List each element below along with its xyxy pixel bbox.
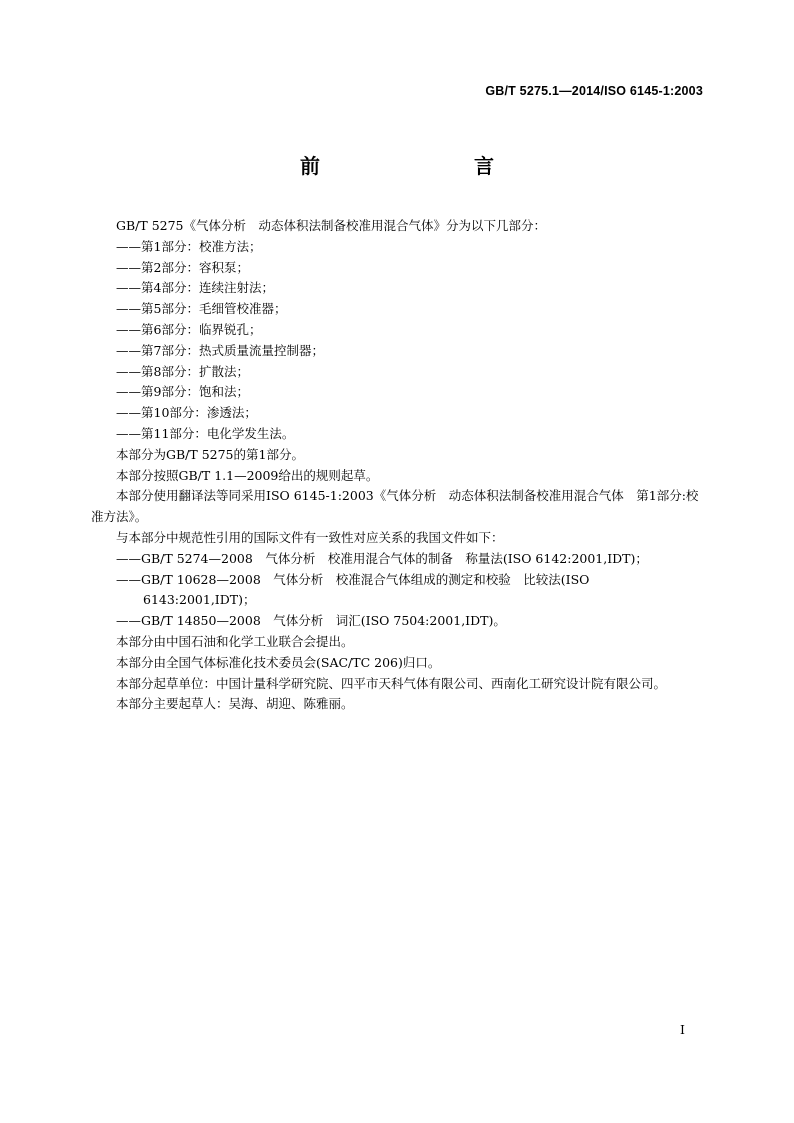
translation-paragraph: 本部分使用翻译法等同采用ISO 6145-1:2003《气体分析 动态体积法制备校准用混合气体 第1部分:校准方法》。 [91, 488, 699, 525]
drafters-paragraph: 本部分主要起草人：吴海、胡迎、陈雅丽。 [116, 696, 354, 712]
parts-list-item: ——第10部分：渗透法； [116, 405, 257, 421]
parts-list-item: ——第7部分：热式质量流量控制器； [116, 342, 324, 358]
proposed-by-paragraph: 本部分由中国石油和化学工业联合会提出。 [116, 633, 354, 649]
consistency-paragraph: 与本部分中规范性引用的国际文件有一致性对应关系的我国文件如下： [116, 529, 504, 545]
parts-list-item: ——第1部分：校准方法； [116, 238, 262, 254]
reference-list [91, 549, 705, 632]
foreword-body [91, 216, 705, 715]
intro-paragraph: GB/T 5275《气体分析 动态体积法制备校准用混合气体》分为以下几部分： [116, 218, 547, 233]
reference-list-item: ——GB/T 5274—2008 气体分析 校准用混合气体的制备 称量法(ISO 6142:2001,IDT)； [116, 550, 648, 566]
page-number: I [680, 1022, 685, 1037]
standard-code-header: GB/T 5275.1—2014/ISO 6145-1:2003 [485, 84, 703, 98]
drafting-units-paragraph: 本部分起草单位：中国计量科学研究院、四平市天科气体有限公司、西南化工研究设计院有限公司。 [116, 675, 667, 691]
parts-list-item: ——第9部分：饱和法； [116, 384, 249, 400]
reference-list-item: ——GB/T 14850—2008 气体分析 词汇(ISO 7504:2001,IDT)。 [116, 613, 506, 629]
part-statement-paragraph: 本部分为GB/T 5275的第1部分。 [116, 446, 304, 462]
centralized-by-paragraph: 本部分由全国气体标准化技术委员会(SAC/TC 206)归口。 [116, 654, 441, 670]
parts-list-item: ——第2部分：容积泵； [116, 259, 249, 275]
parts-list-item: ——第11部分：电化学发生法。 [116, 425, 295, 441]
page-title: 前 言 [300, 154, 532, 178]
parts-list-item: ——第8部分：扩散法； [116, 363, 249, 379]
parts-list-item: ——第5部分：毛细管校准器； [116, 301, 287, 317]
reference-list-item: ——GB/T 10628—2008 气体分析 校准混合气体组成的测定和校验 比较法(ISO 6143:2001,IDT)； [116, 571, 590, 608]
parts-list-item: ——第4部分：连续注射法； [116, 280, 274, 296]
drafting-rules-paragraph: 本部分按照GB/T 1.1—2009给出的规则起草。 [116, 467, 379, 483]
parts-list [91, 237, 705, 445]
parts-list-item: ——第6部分：临界锐孔； [116, 321, 262, 337]
